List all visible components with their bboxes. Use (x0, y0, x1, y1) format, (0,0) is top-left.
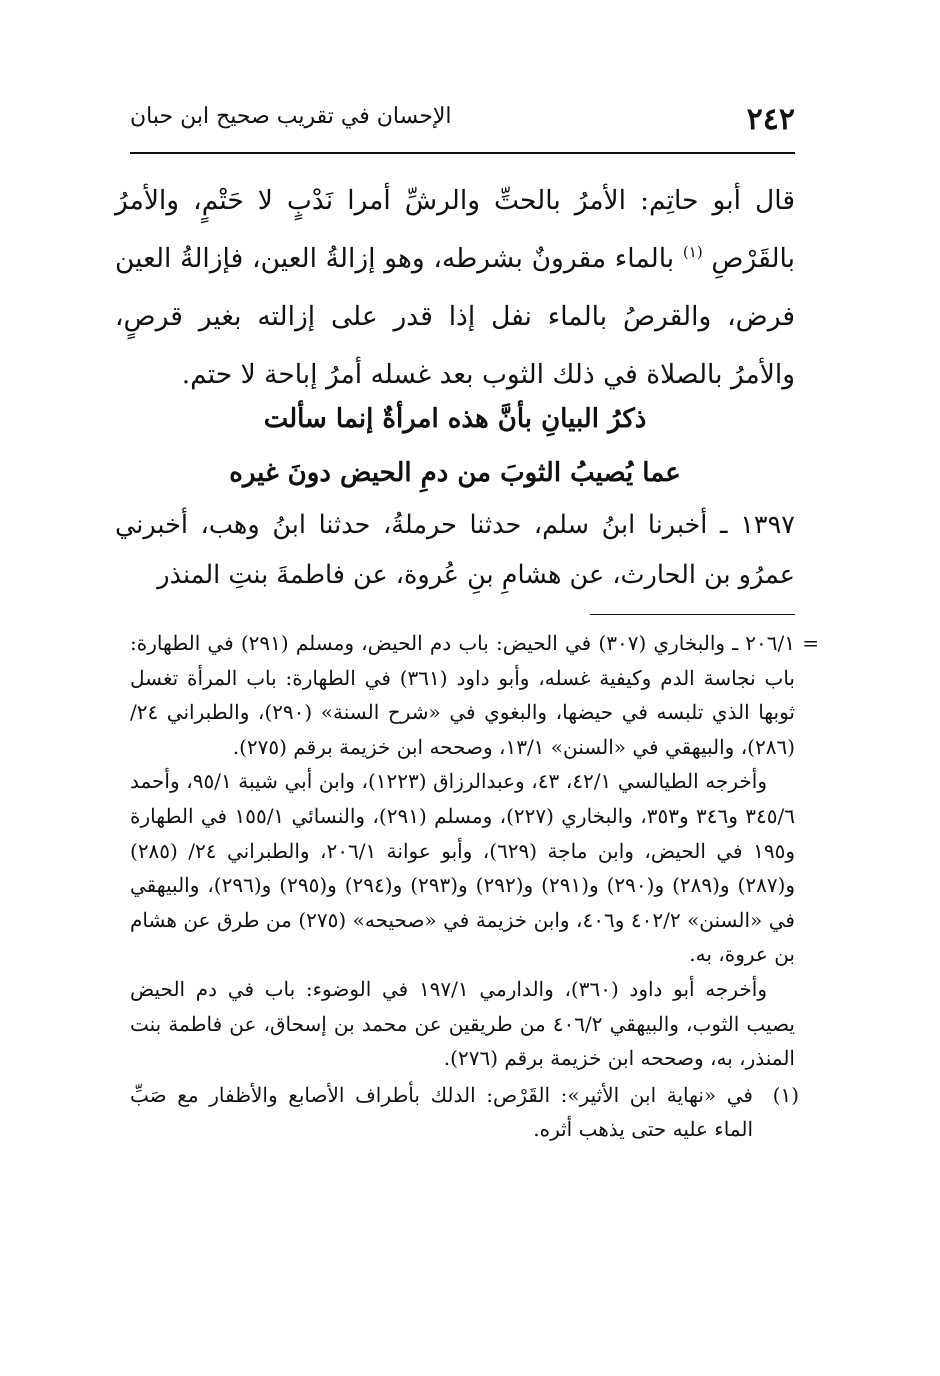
chapter-heading (115, 392, 795, 500)
footnote-continuation (130, 626, 819, 764)
footnote-divider (590, 614, 795, 615)
footnote-paragraph-1: ٢٠٦/١ ـ والبخاري (٣٠٧) في الحيض: باب دم الحيض، ومسلم (٢٩١) في الطهارة: باب نجاسة الدم وكيفية غسله، وأبو داود (٣٦١) في الطهارة: باب المرأة تغسل ثوبها الذي تلبسه في حيضها، والبغوي في «شرح السنة» (٢٩٠)، والطبراني ٢٤/ (٢٨٦)، والبيهقي في «السنن» ١٣/١، وصححه ابن خزيمة برقم (٢٧٥). (130, 631, 795, 759)
footnote-paragraph-3: وأخرجه أبو داود (٣٦٠)، والدارمي ١٩٧/١ في الوضوء: باب في دم الحيض يصيب الثوب، والبيهقي ٤٠٦/٢ من طريقين عن محمد بن إسحاق، عن فاطمة بنت المنذر، به، وصححه ابن خزيمة برقم (٢٧٦). (130, 976, 796, 1071)
footnote-1-text: في «نهاية ابن الأثير»: القَرْص: الدلك بأطراف الأصابع والأظفار مع صَبِّ الماء عليه حتى يذهب أثره. (130, 1082, 753, 1142)
heading-line-2: عما يُصيبُ الثوبَ من دمِ الحيض دونَ غيره (229, 458, 681, 488)
footnotes (130, 626, 819, 1147)
commentary-text-end: بالماء مقرونٌ بشرطه، وهو إزالةُ العين، فإزالةُ العين فرض، والقرصُ بالماء نفل إذا قدر على إزالته بغير قرصٍ، والأمرُ بالصلاة في ذلك الثوب بعد غسله أمرُ إباحة لا حتم. (115, 243, 795, 390)
footnote-number: (١) (772, 1082, 799, 1107)
page-number: ٢٤٢ (746, 102, 795, 137)
page-header (130, 96, 795, 154)
commentary-text-start: قال أبو حاتِم: الأمرُ بالحتِّ والرشِّ أمرا نَدْبٍ لا حَتْمٍ، والأمرُ بالقَرْصِ (115, 185, 795, 274)
running-title: الإحسان في تقريب صحيح ابن حبان (130, 104, 452, 129)
heading-line-1: ذكرُ البيانِ بأنَّ هذه امرأةٌ إنما سألت (263, 404, 647, 434)
hadith-paragraph: ١٣٩٧ ـ أخبرنا ابنُ سلم، حدثنا حرملةُ، حدثنا ابنُ وهب، أخبرني عمرُو بن الحارث، عن هشامِ بنِ عُروة، عن فاطمةَ بنتِ المنذر (115, 510, 795, 590)
commentary-paragraph (115, 172, 795, 404)
footnote-paragraph-2: وأخرجه الطيالسي ٤٢/١، ٤٣، وعبدالرزاق (١٢٢٣)، وابن أبي شيبة ٩٥/١، وأحمد ٣٤٥/٦ و٣٤٦ و٣٥٣، والبخاري (٢٢٧)، ومسلم (٢٩١)، والنسائي ١٥٥/١ في الطهارة و١٩٥ في الحيض، وابن ماجة (٦٢٩)، وأبو عوانة ٢٠٦/١، والطبراني ٢٤/ (٢٨٥) و(٢٨٧) و(٢٨٩) و(٢٩٠) و(٢٩١) و(٢٩٢) و(٢٩٣) و(٢٩٤) و(٢٩٥) و(٢٩٦)، والبيهقي في «السنن» ٤٠٢/٢ و٤٠٦، وابن خزيمة في «صحيحه» (٢٧٥) من طرق عن هشام بن عروة، به. (130, 769, 796, 967)
footnote-reference: (١) (682, 243, 703, 262)
hadith-text (115, 500, 795, 600)
main-text (115, 172, 795, 404)
continuation-marker: = (802, 631, 819, 655)
footnote-1 (130, 1078, 799, 1147)
